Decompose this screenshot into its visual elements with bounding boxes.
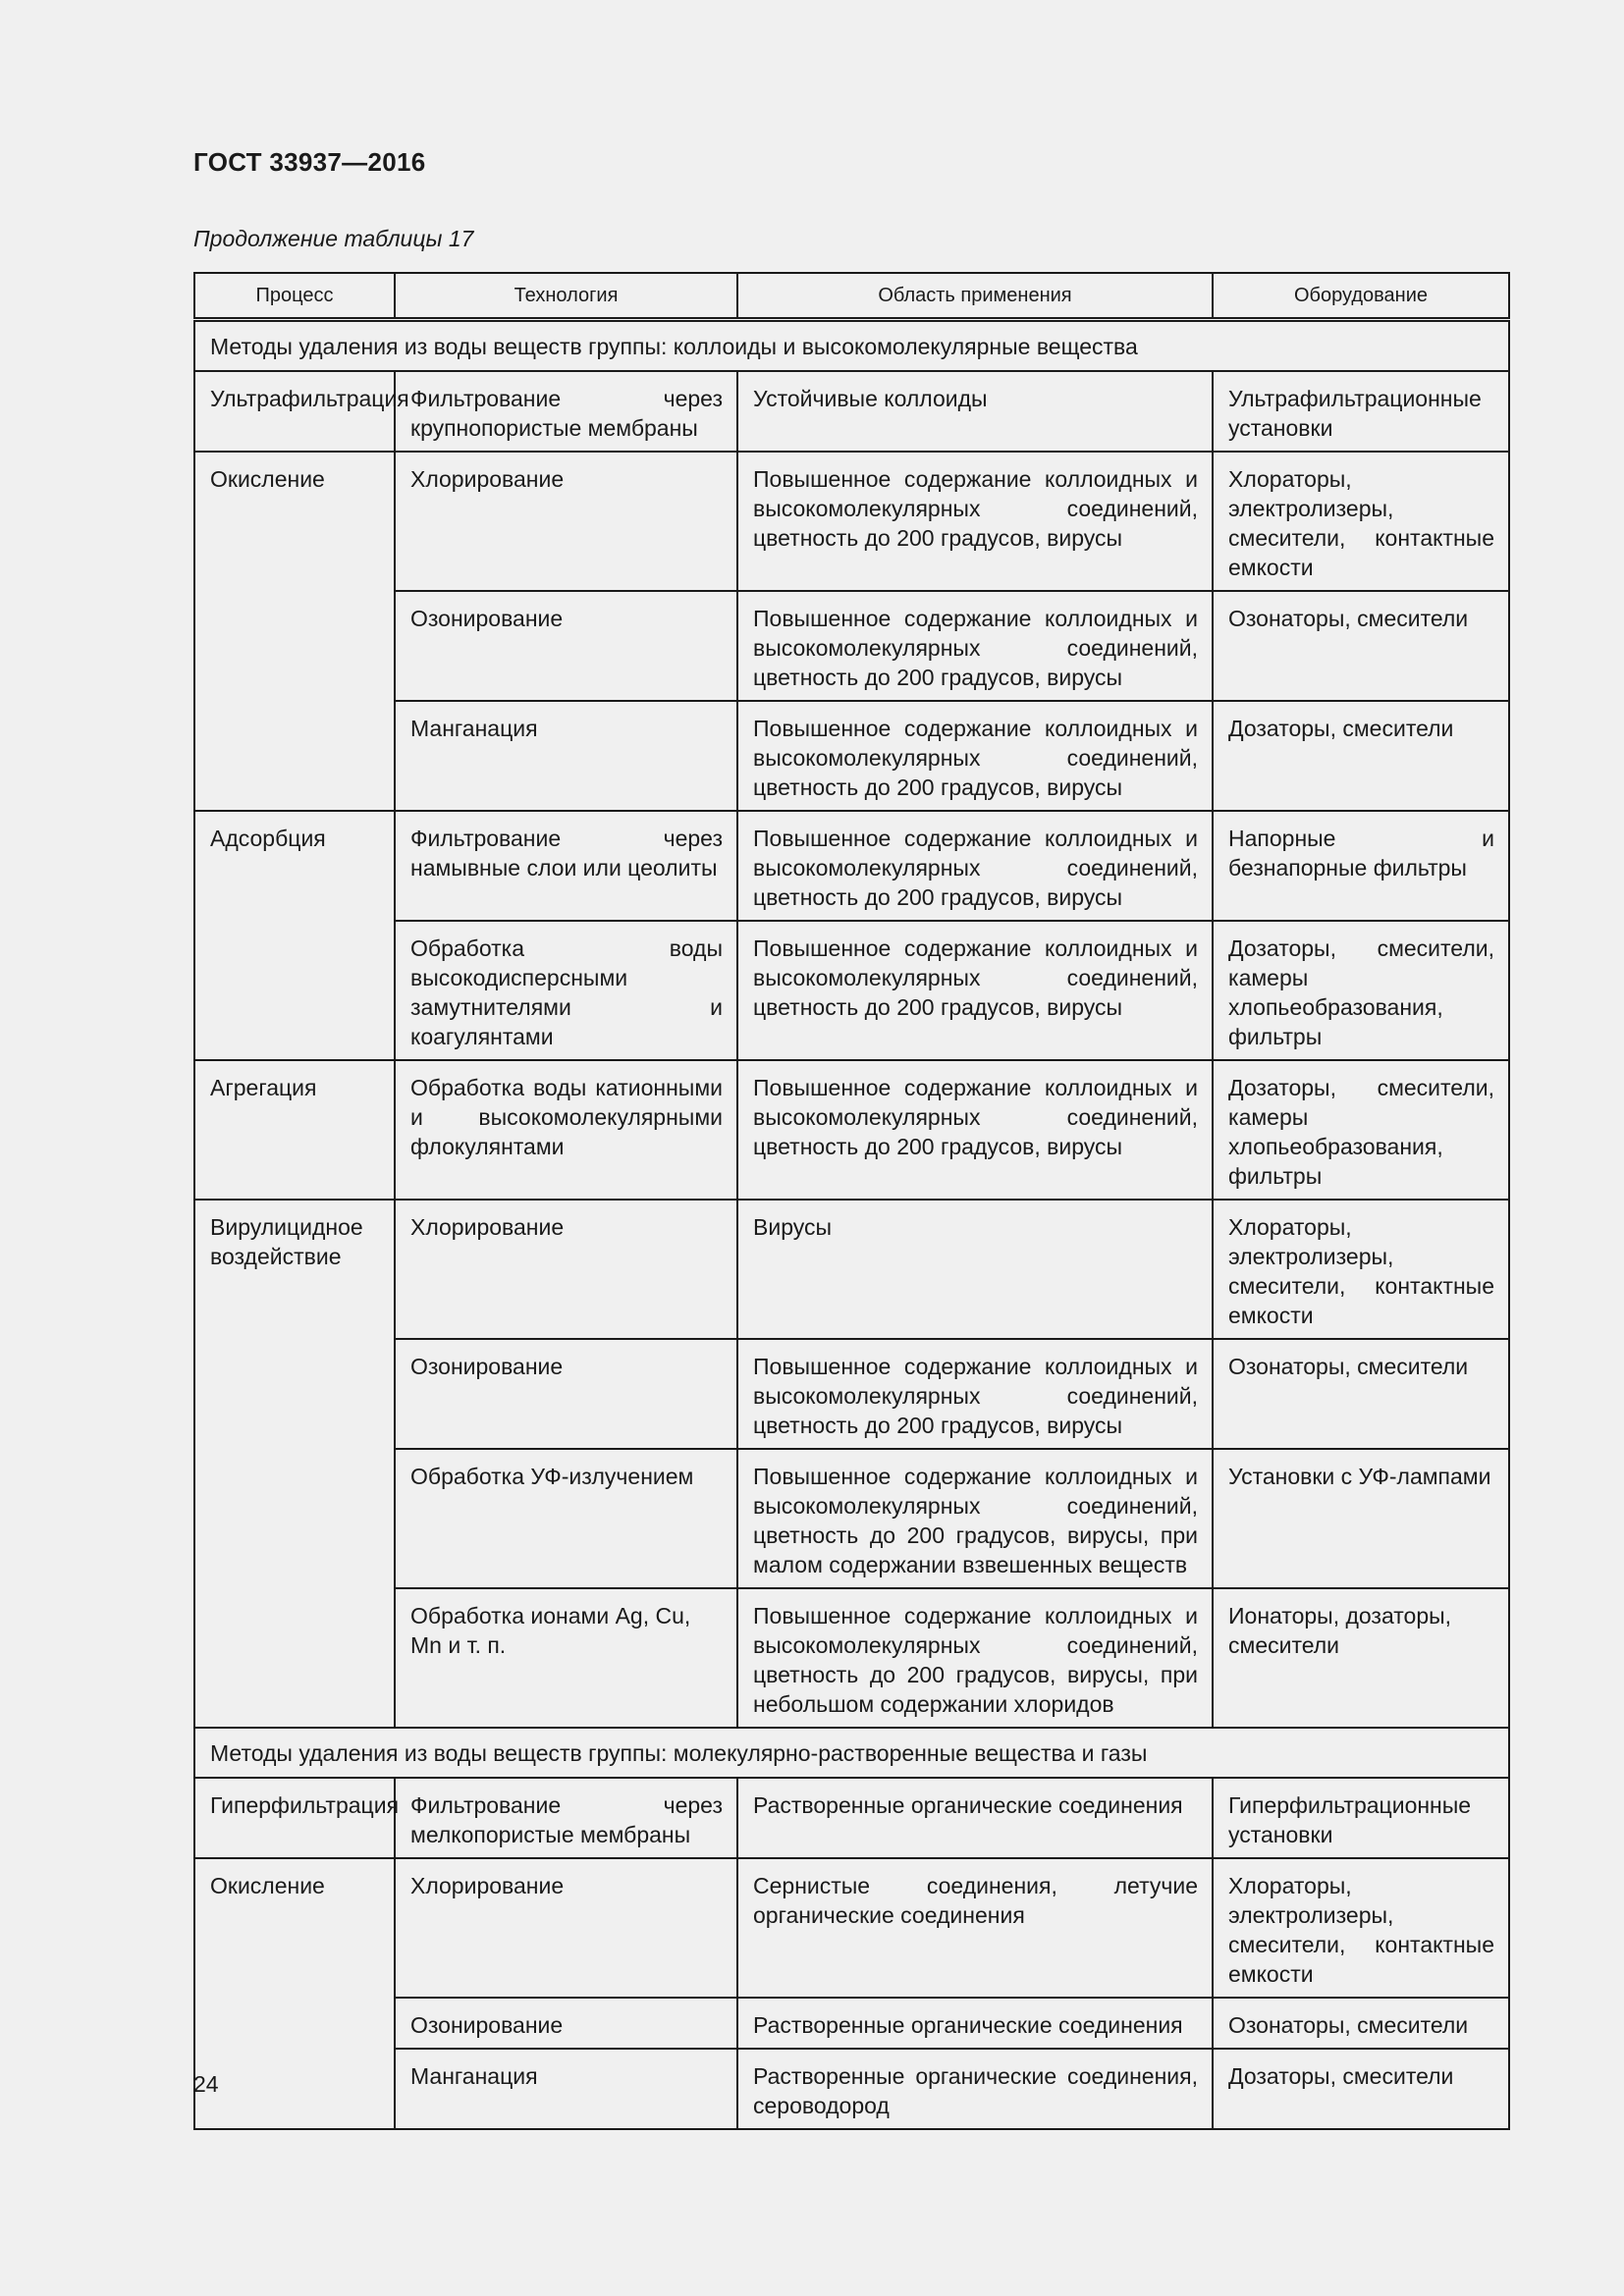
table-header-row <box>194 273 1509 320</box>
table-row <box>194 1858 1509 1998</box>
equipment-cell: Ультрафильтрационные установки <box>1213 371 1509 452</box>
group-title: Методы удаления из воды веществ группы: молекулярно-растворенные вещества и газы <box>194 1728 1509 1778</box>
process-cell: Вирулицидное воздействие <box>194 1200 395 1728</box>
equipment-cell: Дозаторы, смесители <box>1213 701 1509 811</box>
header-application: Область применения <box>737 273 1213 320</box>
application-cell: Повышенное содержание коллоидных и высокомолекулярных соединений, цветность до 200 градусов, вирусы <box>737 701 1213 811</box>
process-cell: Ультрафильтрация <box>194 371 395 452</box>
process-cell: Агрегация <box>194 1060 395 1200</box>
equipment-cell: Установки с УФ-лампами <box>1213 1449 1509 1588</box>
application-cell: Повышенное содержание коллоидных и высокомолекулярных соединений, цветность до 200 градусов, вирусы, при небольшом содержании хлоридов <box>737 1588 1213 1728</box>
technology-cell: Хлорирование <box>395 1858 737 1998</box>
technology-cell: Фильтрование через намывные слои или цеолиты <box>395 811 737 921</box>
group-row <box>194 320 1509 372</box>
technology-cell: Манганация <box>395 2049 737 2129</box>
equipment-cell: Хлораторы, электролизеры, смесители, контактные емкости <box>1213 452 1509 591</box>
application-cell: Устойчивые коллоиды <box>737 371 1213 452</box>
application-cell: Растворенные органические соединения, сероводород <box>737 2049 1213 2129</box>
equipment-cell: Хлораторы, электролизеры, смесители, контактные емкости <box>1213 1858 1509 1998</box>
application-cell: Повышенное содержание коллоидных и высокомолекулярных соединений, цветность до 200 градусов, вирусы <box>737 811 1213 921</box>
application-cell: Повышенное содержание коллоидных и высокомолекулярных соединений, цветность до 200 градусов, вирусы <box>737 1060 1213 1200</box>
process-cell: Окисление <box>194 452 395 811</box>
equipment-cell: Озонаторы, смесители <box>1213 591 1509 701</box>
group-title: Методы удаления из воды веществ группы: коллоиды и высокомолекулярные вещества <box>194 320 1509 372</box>
application-cell: Повышенное содержание коллоидных и высокомолекулярных соединений, цветность до 200 градусов, вирусы <box>737 1339 1213 1449</box>
equipment-cell: Хлораторы, электролизеры, смесители, контактные емкости <box>1213 1200 1509 1339</box>
equipment-cell: Озонаторы, смесители <box>1213 1998 1509 2049</box>
application-cell: Повышенное содержание коллоидных и высокомолекулярных соединений, цветность до 200 градусов, вирусы <box>737 921 1213 1060</box>
process-cell: Окисление <box>194 1858 395 2129</box>
application-cell: Растворенные органические соединения <box>737 1998 1213 2049</box>
technology-cell: Хлорирование <box>395 452 737 591</box>
header-technology: Технология <box>395 273 737 320</box>
technology-cell: Озонирование <box>395 1339 737 1449</box>
equipment-cell: Дозаторы, смесители, камеры хлопьеобразования, фильтры <box>1213 921 1509 1060</box>
application-cell: Растворенные органические соединения <box>737 1778 1213 1858</box>
table-row <box>194 452 1509 591</box>
group-row <box>194 1728 1509 1778</box>
process-cell: Адсорбция <box>194 811 395 1060</box>
table-row <box>194 1200 1509 1339</box>
technology-cell: Обработка УФ-излучением <box>395 1449 737 1588</box>
table-row <box>194 371 1509 452</box>
technology-cell: Обработка воды высокодисперсными замутнителями и коагулянтами <box>395 921 737 1060</box>
equipment-cell: Озонаторы, смесители <box>1213 1339 1509 1449</box>
technology-cell: Манганация <box>395 701 737 811</box>
page-number: 24 <box>193 2071 219 2097</box>
technology-cell: Обработка воды катионными и высокомолекулярными флокулянтами <box>395 1060 737 1200</box>
equipment-cell: Напорные и безнапорные фильтры <box>1213 811 1509 921</box>
equipment-cell: Гиперфильтрационные установки <box>1213 1778 1509 1858</box>
table-row <box>194 1778 1509 1858</box>
technology-cell: Фильтрование через мелкопористые мембраны <box>395 1778 737 1858</box>
application-cell: Сернистые соединения, летучие органические соединения <box>737 1858 1213 1998</box>
technology-cell: Обработка ионами Ag, Cu, Mn и т. п. <box>395 1588 737 1728</box>
application-cell: Повышенное содержание коллоидных и высокомолекулярных соединений, цветность до 200 градусов, вирусы, при малом содержании взвешенных веществ <box>737 1449 1213 1588</box>
table-row <box>194 1060 1509 1200</box>
equipment-cell: Ионаторы, дозаторы, смесители <box>1213 1588 1509 1728</box>
document-header: ГОСТ 33937—2016 <box>193 147 426 177</box>
process-cell: Гиперфильтрация <box>194 1778 395 1858</box>
process-table <box>193 272 1510 2130</box>
table-row <box>194 811 1509 921</box>
technology-cell: Озонирование <box>395 1998 737 2049</box>
equipment-cell: Дозаторы, смесители <box>1213 2049 1509 2129</box>
application-cell: Повышенное содержание коллоидных и высокомолекулярных соединений, цветность до 200 градусов, вирусы <box>737 452 1213 591</box>
header-process: Процесс <box>194 273 395 320</box>
technology-cell: Хлорирование <box>395 1200 737 1339</box>
equipment-cell: Дозаторы, смесители, камеры хлопьеобразования, фильтры <box>1213 1060 1509 1200</box>
application-cell: Вирусы <box>737 1200 1213 1339</box>
application-cell: Повышенное содержание коллоидных и высокомолекулярных соединений, цветность до 200 градусов, вирусы <box>737 591 1213 701</box>
technology-cell: Фильтрование через крупнопористые мембраны <box>395 371 737 452</box>
technology-cell: Озонирование <box>395 591 737 701</box>
header-equipment: Оборудование <box>1213 273 1509 320</box>
table-caption: Продолжение таблицы 17 <box>193 226 474 251</box>
